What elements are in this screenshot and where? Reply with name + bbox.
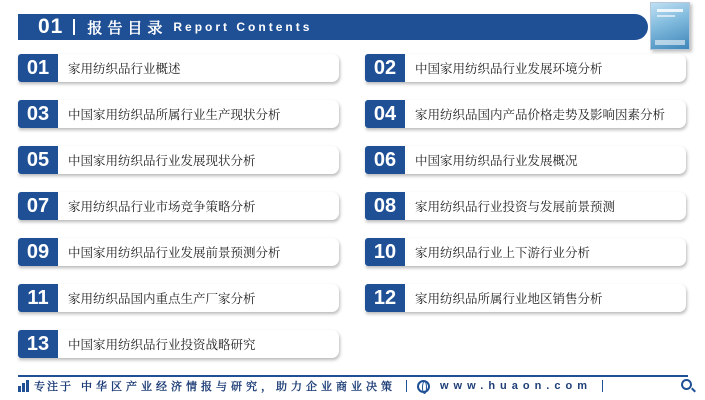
toc-item-label: 家用纺织品行业市场竞争策略分析 bbox=[68, 199, 256, 214]
toc-item-07[interactable] bbox=[18, 192, 339, 220]
footer-slogan: 中华区产业经济情报与研究，助力企业商业决策 bbox=[81, 380, 396, 393]
toc-item-label: 家用纺织品行业投资与发展前景预测 bbox=[415, 199, 616, 214]
toc-item-05[interactable] bbox=[18, 146, 339, 174]
footer-divider bbox=[18, 375, 688, 377]
search-icon[interactable] bbox=[681, 379, 692, 390]
toc-item-label: 家用纺织品行业上下游行业分析 bbox=[415, 245, 591, 260]
report-cover-icon bbox=[650, 2, 690, 50]
section-number: 01 bbox=[38, 15, 64, 38]
globe-icon bbox=[417, 380, 430, 393]
toc-item-label: 家用纺织品国内产品价格走势及影响因素分析 bbox=[415, 107, 666, 122]
toc-item-number: 05 bbox=[18, 146, 58, 174]
toc-item-number: 04 bbox=[365, 100, 405, 128]
toc-item-number: 02 bbox=[365, 54, 405, 82]
toc-item-label: 中国家用纺织品所属行业生产现状分析 bbox=[68, 107, 281, 122]
toc-item-label: 中国家用纺织品行业发展环境分析 bbox=[415, 61, 603, 76]
toc-item-number: 11 bbox=[18, 284, 58, 312]
toc-item-10[interactable] bbox=[365, 238, 686, 266]
toc-item-number: 12 bbox=[365, 284, 405, 312]
footer bbox=[18, 378, 698, 394]
toc-item-01[interactable] bbox=[18, 54, 339, 82]
toc-item-11[interactable] bbox=[18, 284, 339, 312]
toc-item-label: 中国家用纺织品行业发展概况 bbox=[415, 153, 578, 168]
toc-item-number: 09 bbox=[18, 238, 58, 266]
section-title: 报告目录 bbox=[87, 18, 168, 37]
header-divider bbox=[73, 19, 75, 35]
toc-item-number: 10 bbox=[365, 238, 405, 266]
toc-item-label: 家用纺织品国内重点生产厂家分析 bbox=[68, 291, 256, 306]
toc-item-09[interactable] bbox=[18, 238, 339, 266]
toc-item-number: 08 bbox=[365, 192, 405, 220]
toc-item-number: 03 bbox=[18, 100, 58, 128]
toc-item-label: 中国家用纺织品行业发展现状分析 bbox=[68, 153, 256, 168]
toc-item-number: 13 bbox=[18, 330, 58, 358]
toc-item-08[interactable] bbox=[365, 192, 686, 220]
toc-item-number: 06 bbox=[365, 146, 405, 174]
toc-item-label: 家用纺织品行业概述 bbox=[68, 61, 181, 76]
toc-item-13[interactable] bbox=[18, 330, 339, 358]
toc-item-02[interactable] bbox=[365, 54, 686, 82]
toc-item-04[interactable] bbox=[365, 100, 686, 128]
toc-item-03[interactable] bbox=[18, 100, 339, 128]
toc-item-06[interactable] bbox=[365, 146, 686, 174]
section-header bbox=[18, 14, 648, 40]
toc-item-number: 07 bbox=[18, 192, 58, 220]
footer-separator bbox=[602, 380, 603, 392]
section-subtitle-en: Report Contents bbox=[173, 20, 313, 34]
toc-item-label: 家用纺织品所属行业地区销售分析 bbox=[415, 291, 603, 306]
footer-brand: 专注于 bbox=[34, 380, 73, 393]
footer-url[interactable]: www.huaon.com bbox=[440, 380, 592, 392]
logo-icon bbox=[18, 380, 30, 392]
toc-item-label: 中国家用纺织品行业投资战略研究 bbox=[68, 337, 256, 352]
toc-item-number: 01 bbox=[18, 54, 58, 82]
toc-item-label: 中国家用纺织品行业发展前景预测分析 bbox=[68, 245, 281, 260]
toc-item-12[interactable] bbox=[365, 284, 686, 312]
footer-separator bbox=[406, 380, 407, 392]
